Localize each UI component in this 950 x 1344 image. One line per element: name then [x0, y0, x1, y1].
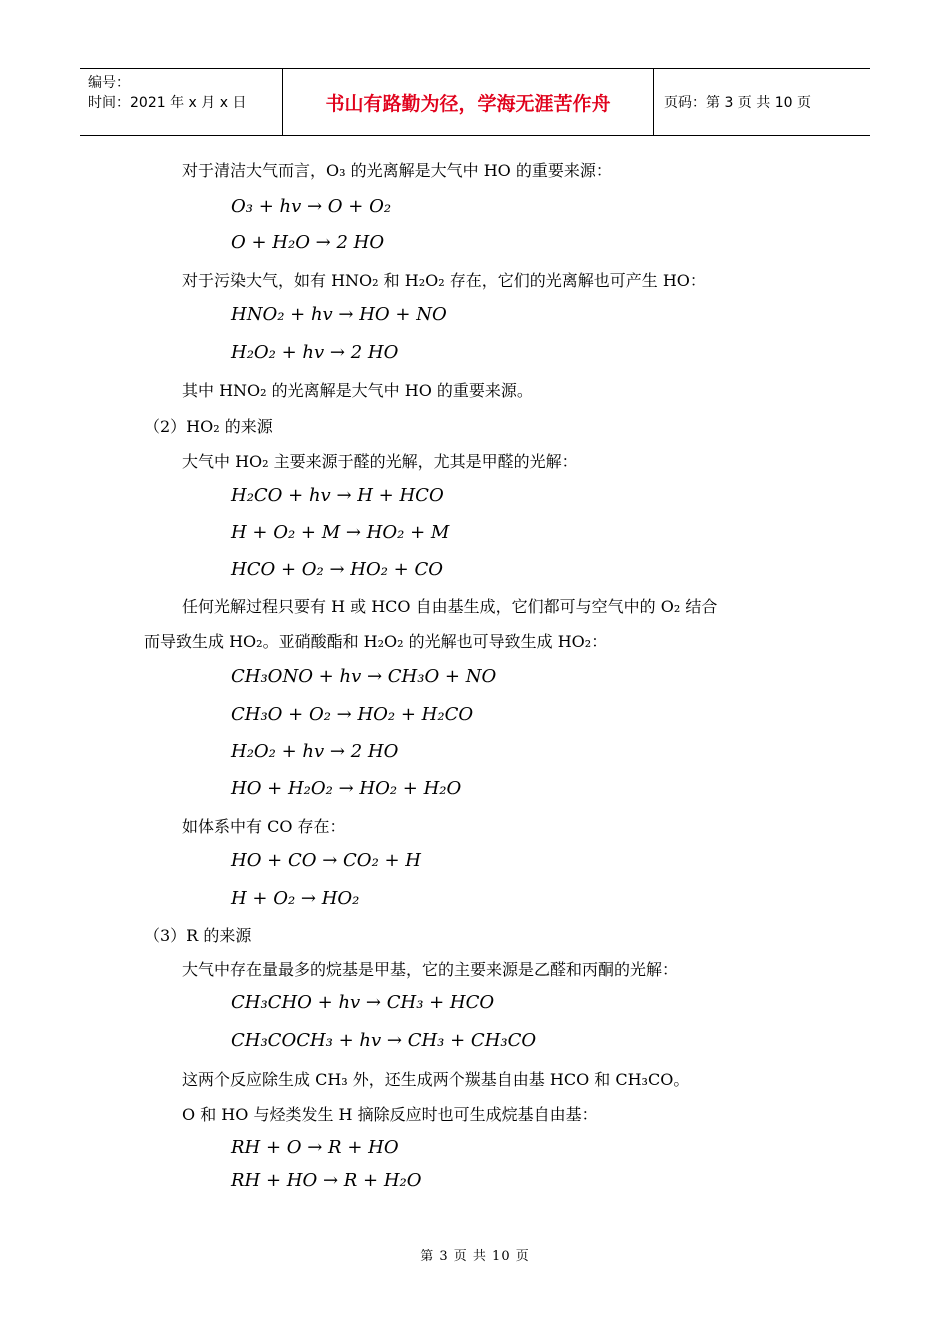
text-line: 这两个反应除生成 CH₃ 外，还生成两个羰基自由基 HCO 和 CH₃CO。 [182, 1070, 690, 1089]
text-line: 大气中存在量最多的烷基是甲基，它的主要来源是乙醛和丙酮的光解： [182, 960, 679, 979]
equation: HCO + O₂ → HO₂ + CO [231, 559, 443, 580]
text-line: 任何光解过程只要有 H 或 HCO 自由基生成，它们都可与空气中的 O₂ 结合 [182, 597, 718, 616]
section-heading: （3）R 的来源 [144, 926, 252, 945]
header-page-info: 页码：第 3 页 共 10 页 [664, 95, 811, 111]
equation: O₃ + hv → O + O₂ [231, 196, 392, 217]
equation: CH₃O + O₂ → HO₂ + H₂CO [231, 704, 474, 725]
equation: H₂O₂ + hv → 2 HO [231, 741, 399, 762]
equation: RH + HO → R + H₂O [231, 1170, 422, 1191]
equation: CH₃ONO + hv → CH₃O + NO [231, 666, 497, 687]
date-label: 时间：2021 年 x 月 x 日 [88, 95, 247, 111]
equation: O + H₂O → 2 HO [231, 232, 385, 253]
text-line: 其中 HNO₂ 的光离解是大气中 HO 的重要来源。 [182, 381, 533, 400]
equation: CH₃CHO + hv → CH₃ + HCO [231, 992, 495, 1013]
header-motto: 书山有路勤为径，学海无涯苦作舟 [282, 69, 654, 135]
equation: H + O₂ + M → HO₂ + M [231, 522, 450, 543]
code-label: 编号： [88, 75, 130, 91]
equation: HNO₂ + hv → HO + NO [231, 304, 447, 325]
page-footer: 第 3 页 共 10 页 [420, 1249, 530, 1264]
text-line: O 和 HO 与烃类发生 H 摘除反应时也可生成烷基自由基： [182, 1105, 598, 1124]
equation: H + O₂ → HO₂ [231, 888, 360, 909]
text-line: 对于污染大气，如有 HNO₂ 和 H₂O₂ 存在，它们的光离解也可产生 HO： [182, 271, 706, 290]
equation: CH₃COCH₃ + hv → CH₃ + CH₃CO [231, 1030, 537, 1051]
header-meta [80, 69, 282, 135]
equation: H₂O₂ + hv → 2 HO [231, 342, 399, 363]
equation: RH + O → R + HO [231, 1137, 399, 1158]
text-line: 而导致生成 HO₂。亚硝酸酯和 H₂O₂ 的光解也可导致生成 HO₂： [144, 632, 608, 651]
page-header [80, 68, 870, 136]
equation: H₂CO + hv → H + HCO [231, 485, 444, 506]
text-line: 大气中 HO₂ 主要来源于醛的光解，尤其是甲醛的光解： [182, 452, 578, 471]
equation: HO + H₂O₂ → HO₂ + H₂O [231, 778, 462, 799]
text-line: 如体系中有 CO 存在： [182, 817, 346, 836]
equation: HO + CO → CO₂ + H [231, 850, 422, 871]
section-heading: （2）HO₂ 的来源 [144, 417, 273, 436]
text-line: 对于清洁大气而言，O₃ 的光离解是大气中 HO 的重要来源： [182, 161, 612, 180]
